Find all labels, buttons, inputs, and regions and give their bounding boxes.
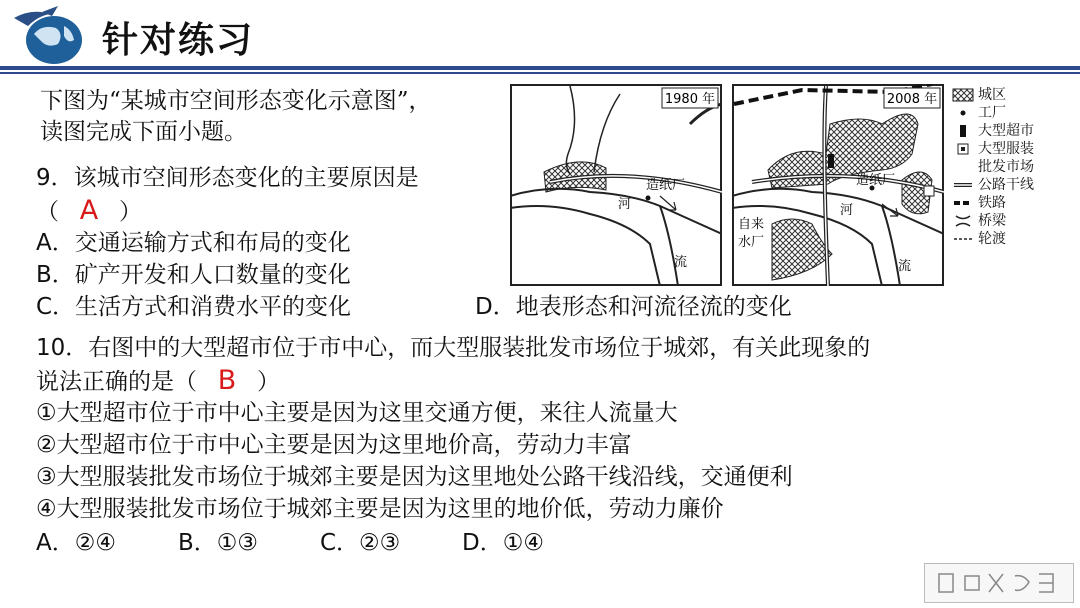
intro-text (40, 86, 510, 148)
legend-label: 工厂 (978, 105, 1006, 121)
legend-label: 批发市场 (978, 159, 1034, 175)
map-2008 (732, 84, 944, 286)
legend-item-supermarket (952, 122, 1072, 140)
ferry-icon (952, 231, 974, 247)
q10-statement-1: ①大型超市位于市中心主要是因为这里交通方便，来往人流量大 (36, 400, 678, 426)
q10-paren-close: ） (257, 369, 280, 395)
map-2008-river-label-2: 流 (898, 259, 912, 274)
legend-label: 公路干线 (978, 177, 1034, 193)
legend-item-wholesale-2 (952, 158, 1072, 176)
q9-answer: A (79, 195, 99, 226)
urban-area-icon (952, 87, 974, 103)
q10-option-d: D．①④ (462, 530, 544, 556)
q9-paren-close: ） (119, 199, 142, 225)
q10-statement-3: ③大型服装批发市场位于城郊主要是因为这里地处公路干线沿线，交通便利 (36, 464, 793, 490)
factory-dot-icon (952, 105, 974, 121)
legend-item-wholesale (952, 140, 1072, 158)
map-1980-year: 1980 年 (664, 92, 716, 107)
q9-option-d: D．地表形态和河流径流的变化 (475, 294, 792, 320)
watermark-stamp (924, 563, 1074, 603)
map-1980-factory-label: 造纸厂 (646, 178, 686, 193)
q10-statement-2: ②大型超市位于市中心主要是因为这里地价高，劳动力丰富 (36, 432, 632, 458)
map-2008-waterworks-label-2: 水厂 (738, 235, 765, 250)
q10-stem: 10．右图中的大型超市位于市中心，而大型服装批发市场位于城郊，有关此现象的 (36, 335, 871, 361)
q9-stem: 9．该城市空间形态变化的主要原因是 (36, 165, 419, 191)
supermarket-icon (952, 123, 974, 139)
intro-line-2: 读图完成下面小题。 (40, 119, 247, 145)
q10-stem-2 (36, 366, 280, 397)
slide-header (0, 0, 1080, 80)
railway-icon (952, 195, 974, 211)
legend-item-railway (952, 194, 1072, 212)
map-2008-year: 2008 年 (886, 92, 938, 107)
legend-item-factory (952, 104, 1072, 122)
legend-spacer (952, 159, 974, 175)
q10-stem-2-text: 说法正确的是（ (36, 369, 197, 395)
map-legend (952, 86, 1072, 248)
legend-item-highway (952, 176, 1072, 194)
map-1980-river-label-1: 河 (618, 197, 632, 212)
legend-label: 大型服装 (978, 141, 1034, 157)
q10-option-b: B．①③ (178, 530, 259, 556)
page-title: 针对练习 (102, 20, 255, 61)
header-divider (0, 66, 1080, 70)
legend-label: 大型超市 (978, 123, 1034, 139)
legend-item-ferry (952, 230, 1072, 248)
q9-paren-open: （ (36, 199, 59, 225)
map-1980-river-label-2: 流 (674, 255, 688, 270)
legend-item-bridge (952, 212, 1072, 230)
q10-option-a: A．②④ (36, 530, 116, 556)
q9-option-c: C．生活方式和消费水平的变化 (36, 294, 352, 320)
wholesale-market-icon (952, 141, 974, 157)
map-2008-waterworks-label-1: 自来 (738, 217, 765, 232)
legend-label: 桥梁 (978, 213, 1006, 229)
intro-line-1: 下图为“某城市空间形态变化示意图”， (40, 88, 432, 114)
legend-item-urban (952, 86, 1072, 104)
q10-answer: B (217, 365, 237, 396)
map-2008-river-label-1: 河 (840, 203, 854, 218)
header-divider-thin (0, 72, 1080, 74)
highway-icon (952, 177, 974, 193)
q9-answer-line (36, 196, 142, 227)
map-1980 (510, 84, 722, 286)
legend-label: 轮渡 (978, 231, 1006, 247)
q9-option-a: A．交通运输方式和布局的变化 (36, 230, 351, 256)
map-2008-factory-label: 造纸厂 (856, 173, 896, 188)
globe-logo-icon (12, 4, 92, 66)
legend-label: 城区 (978, 87, 1006, 103)
q10-option-c: C．②③ (320, 530, 401, 556)
bridge-icon (952, 213, 974, 229)
q9-option-b: B．矿产开发和人口数量的变化 (36, 262, 351, 288)
q10-statement-4: ④大型服装批发市场位于城郊主要是因为这里的地价低，劳动力廉价 (36, 496, 724, 522)
legend-label: 铁路 (978, 195, 1006, 211)
